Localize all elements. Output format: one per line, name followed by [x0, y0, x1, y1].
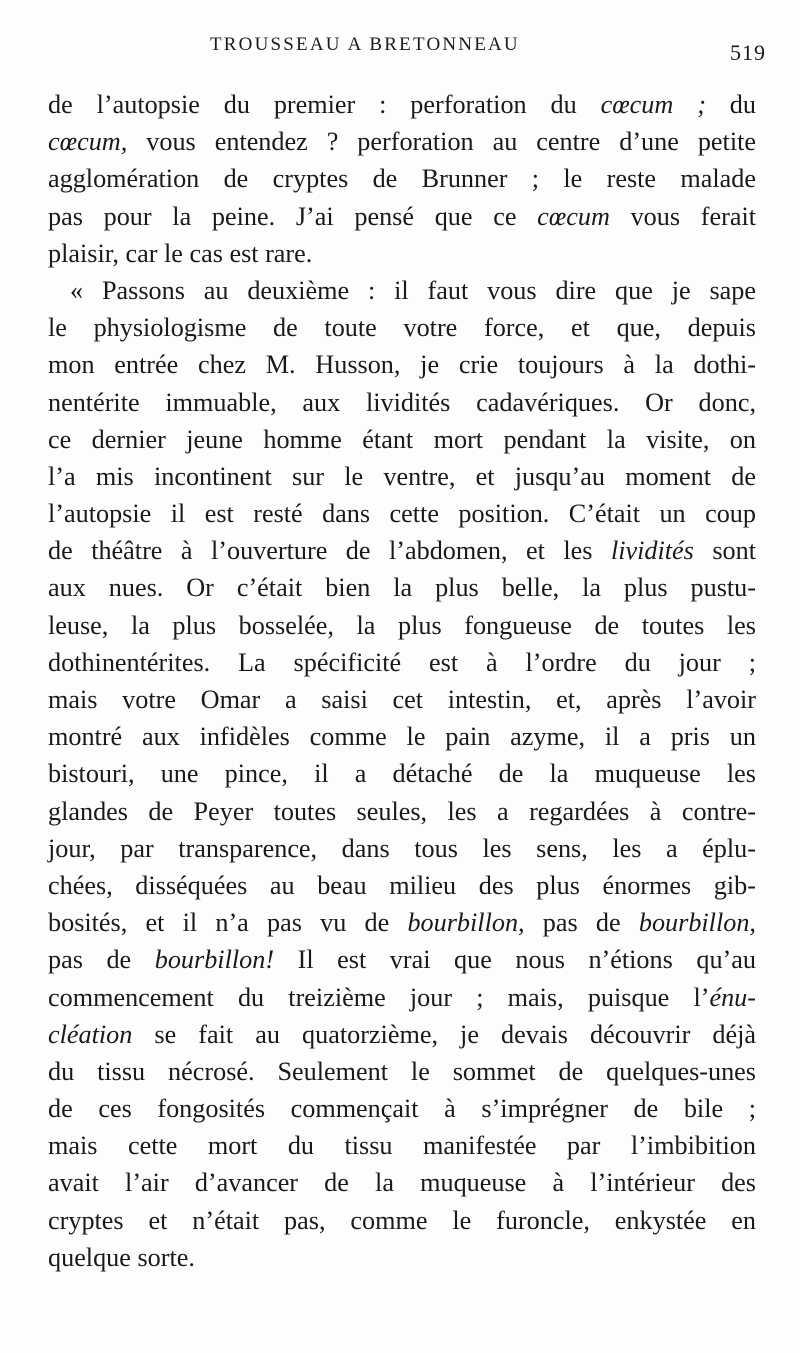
text-segment: avait l’air d’avancer de la muqueuse à l’intérieur des	[48, 1168, 756, 1198]
italic-text: cléation	[48, 1019, 133, 1049]
text-line	[48, 384, 756, 421]
text-segment: jour, par transparence, dans tous les sens, les a éplu-	[48, 833, 756, 863]
text-line	[48, 681, 756, 718]
italic-text: cœcum,	[48, 127, 128, 157]
text-segment: Il est vrai que nous n’étions qu’au	[274, 945, 756, 975]
text-line	[48, 86, 756, 123]
text-line	[48, 644, 756, 681]
italic-text: lividités	[610, 536, 694, 566]
text-line	[48, 309, 756, 346]
text-line	[48, 755, 756, 792]
text-segment: pas pour la peine. J’ai pensé que ce	[48, 201, 538, 231]
italic-text: bourbillon,	[638, 908, 756, 938]
text-line	[48, 198, 756, 235]
text-line	[48, 532, 756, 569]
text-line	[48, 1239, 756, 1276]
text-segment: pas de	[48, 945, 155, 975]
text-segment: agglomération de cryptes de Brunner ; le reste malade	[48, 164, 756, 194]
italic-text: cœcum	[537, 201, 610, 231]
text-segment: mais cette mort du tissu manifestée par l’imbibition	[48, 1131, 756, 1161]
running-header	[0, 34, 800, 64]
text-segment: du	[705, 90, 756, 119]
text-segment: le physiologisme de toute votre force, et que, depuis	[48, 313, 756, 343]
text-line	[48, 867, 756, 904]
text-segment: de théâtre à l’ouverture de l’abdomen, et les	[48, 536, 611, 566]
text-segment: montré aux infidèles comme le pain azyme, il a pris un	[48, 722, 756, 752]
text-segment: commencement du treizième jour ; mais, puisque l’	[48, 982, 710, 1012]
italic-text: cœcum ;	[600, 90, 706, 119]
text-line	[48, 272, 756, 309]
text-segment: vous entendez ? perforation au centre d’une petite	[127, 127, 756, 157]
text-segment: pas de	[524, 908, 639, 938]
text-segment: bistouri, une pince, il a détaché de la muqueuse les	[48, 759, 756, 789]
text-line	[48, 904, 756, 941]
text-segment: sont	[693, 536, 757, 566]
text-line	[48, 830, 756, 867]
text-line	[48, 346, 756, 383]
italic-text: énu-	[709, 982, 756, 1012]
text-segment: vous ferait	[609, 201, 756, 231]
text-line	[48, 160, 756, 197]
text-segment: se fait au quatorzième, je devais découvrir déjà	[132, 1019, 756, 1049]
text-line	[48, 235, 756, 272]
page-number: 519	[730, 40, 766, 65]
text-line	[48, 979, 756, 1016]
text-segment: bosités, et il n’a pas vu de	[48, 908, 408, 938]
text-segment: l’a mis incontinent sur le ventre, et jusqu’au moment de	[48, 461, 756, 491]
text-segment: de ces fongosités commençait à s’imprégner de bile ;	[48, 1094, 756, 1124]
text-segment: « Passons au deuxième : il faut vous dire que je sape	[70, 275, 756, 305]
text-line	[48, 569, 756, 606]
body-text	[48, 86, 756, 1276]
text-segment: plaisir, car le cas est rare.	[48, 238, 313, 268]
text-line	[48, 421, 756, 458]
text-segment: dothinentérites. La spécificité est à l’ordre du jour ;	[48, 647, 756, 677]
text-line	[48, 718, 756, 755]
text-segment: de l’autopsie du premier : perforation du	[48, 90, 601, 119]
text-line	[48, 1127, 756, 1164]
text-segment: mon entrée chez M. Husson, je crie toujours à la dothi-	[48, 350, 756, 380]
running-title: TROUSSEAU A BRETONNEAU	[210, 34, 520, 55]
text-segment: l’autopsie il est resté dans cette position. C’était un coup	[48, 499, 756, 529]
text-line	[48, 495, 756, 532]
text-line	[48, 1202, 756, 1239]
text-line	[48, 458, 756, 495]
text-line	[48, 1090, 756, 1127]
text-segment: mais votre Omar a saisi cet intestin, et, après l’avoir	[48, 685, 756, 714]
text-line	[48, 793, 756, 830]
text-line	[48, 941, 756, 978]
text-segment: nentérite immuable, aux lividités cadavériques. Or donc,	[48, 387, 756, 417]
text-segment: quelque sorte.	[48, 1242, 195, 1272]
text-segment: chées, disséquées au beau milieu des plus énormes gib-	[48, 870, 756, 900]
italic-text: bourbillon!	[154, 945, 275, 975]
italic-text: bourbillon,	[407, 908, 525, 938]
text-line	[48, 607, 756, 644]
text-segment: cryptes et n’était pas, comme le furoncle, enkystée en	[48, 1205, 756, 1235]
text-line	[48, 1016, 756, 1053]
text-line	[48, 1053, 756, 1090]
text-segment: du tissu nécrosé. Seulement le sommet de quelques-unes	[48, 1056, 756, 1086]
text-segment: glandes de Peyer toutes seules, les a regardées à contre-	[48, 796, 756, 826]
text-line	[48, 1164, 756, 1201]
text-segment: ce dernier jeune homme étant mort pendant la visite, on	[48, 424, 756, 454]
text-segment: leuse, la plus bosselée, la plus fongueuse de toutes les	[48, 610, 756, 640]
text-line	[48, 123, 756, 160]
text-segment: aux nues. Or c’était bien la plus belle, la plus pustu-	[48, 573, 756, 603]
